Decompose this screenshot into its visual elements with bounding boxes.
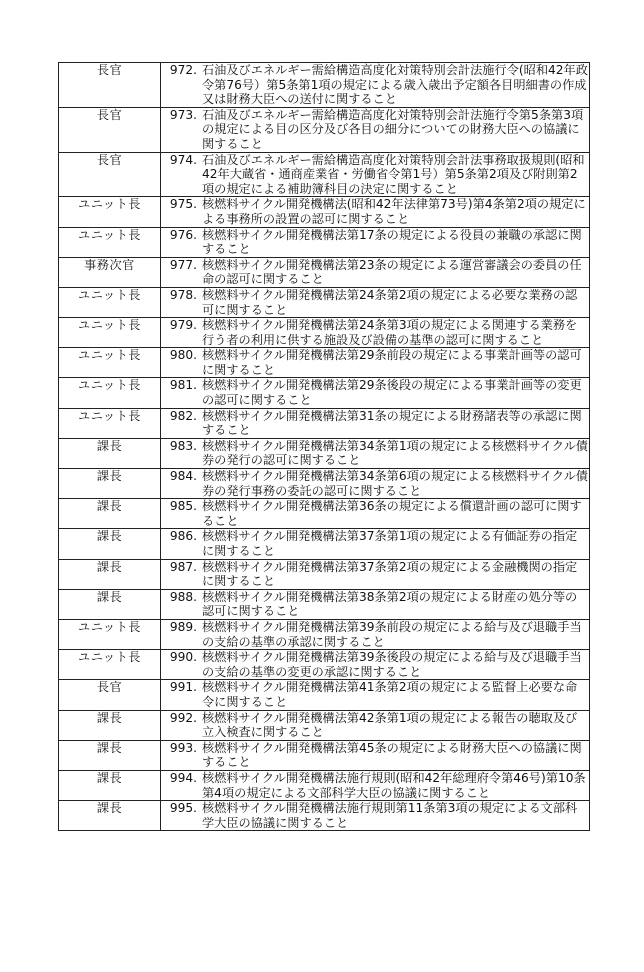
item-content	[161, 348, 589, 377]
item-text: 核燃料サイクル開発機構法施行規則(昭和42年総理府令第46号)第10条第4項の規定による文部科学大臣の協議に関すること	[202, 770, 586, 800]
item-number: 979.	[169, 318, 197, 333]
item-text: 核燃料サイクル開発機構法第31条の規定による財務諸表等の承認に関すること	[202, 408, 582, 438]
item-content	[161, 650, 589, 679]
item-text: 核燃料サイクル開発機構法(昭和42年法律第73号)第4条第2項の規定による事務所の設置の認可に関すること	[202, 197, 586, 226]
item-cell	[161, 197, 590, 227]
table-row	[59, 63, 590, 108]
approver-cell: ユニット長	[59, 378, 161, 408]
item-cell	[161, 438, 590, 468]
table-row	[59, 438, 590, 468]
item-text: 核燃料サイクル開発機構法第34条第1項の規定による核燃料サイクル債券の発行の認可に関すること	[202, 438, 588, 468]
item-number: 977.	[169, 257, 197, 272]
approver-cell: 課長	[59, 589, 161, 619]
item-cell	[161, 499, 590, 529]
table-row	[59, 770, 590, 800]
item-number: 995.	[169, 801, 197, 816]
item-content	[161, 63, 589, 107]
item-number: 981.	[169, 378, 197, 393]
item-text: 核燃料サイクル開発機構法第37条第2項の規定による金融機関の指定に関すること	[202, 559, 578, 589]
approver-cell: 事務次官	[59, 257, 161, 287]
item-cell	[161, 680, 590, 710]
item-text: 核燃料サイクル開発機構法第24条第2項の規定による必要な業務の認可に関すること	[202, 287, 578, 317]
item-number: 976.	[169, 227, 197, 242]
item-cell	[161, 378, 590, 408]
item-cell	[161, 107, 590, 152]
item-text: 核燃料サイクル開発機構法第29条前段の規定による事業計画等の認可に関すること	[202, 348, 582, 377]
approver-cell: 課長	[59, 499, 161, 529]
item-content	[161, 378, 589, 407]
item-cell	[161, 529, 590, 559]
item-cell	[161, 287, 590, 317]
item-content	[161, 228, 589, 257]
table-row	[59, 680, 590, 710]
approver-cell: 課長	[59, 559, 161, 589]
item-content	[161, 529, 589, 558]
item-number: 985.	[169, 499, 197, 514]
table-row	[59, 740, 590, 770]
item-cell	[161, 589, 590, 619]
item-number: 978.	[169, 287, 197, 302]
item-cell	[161, 227, 590, 257]
table-row	[59, 499, 590, 529]
table-row	[59, 152, 590, 197]
item-text: 核燃料サイクル開発機構法第37条第1項の規定による有価証券の指定に関すること	[202, 529, 578, 558]
item-content	[161, 439, 589, 468]
table-row	[59, 589, 590, 619]
item-cell	[161, 318, 590, 348]
table-row	[59, 348, 590, 378]
item-text: 核燃料サイクル開発機構法第42条第1項の規定による報告の聴取及び立入検査に関すること	[202, 710, 578, 740]
item-number: 994.	[169, 770, 197, 785]
table-row	[59, 378, 590, 408]
table-row	[59, 107, 590, 152]
item-number: 993.	[169, 740, 197, 755]
approver-cell: 課長	[59, 710, 161, 740]
approver-cell: ユニット長	[59, 408, 161, 438]
item-number: 991.	[169, 680, 197, 695]
item-content	[161, 590, 589, 619]
approver-cell: 課長	[59, 801, 161, 831]
item-number: 992.	[169, 710, 197, 725]
table-row	[59, 710, 590, 740]
approver-cell: ユニット長	[59, 227, 161, 257]
item-content	[161, 409, 589, 438]
item-text: 核燃料サイクル開発機構法第29条後段の規定による事業計画等の変更の認可に関すること	[202, 378, 582, 408]
table-row	[59, 287, 590, 317]
item-content	[161, 620, 589, 649]
table-row	[59, 619, 590, 649]
item-text: 石油及びエネルギー需給構造高度化対策特別会計法施行令第5条第3項の規定による目の区分及び各目の細分についての財務大臣への協議に関すること	[202, 107, 584, 151]
item-text: 核燃料サイクル開発機構法第24条第3項の規定による関連する業務を行う者の利用に供する施設及び設備の基準の認可に関すること	[202, 318, 578, 347]
item-content	[161, 108, 589, 152]
item-number: 987.	[169, 559, 197, 574]
item-cell	[161, 348, 590, 378]
approver-cell: 長官	[59, 63, 161, 108]
item-cell	[161, 619, 590, 649]
item-text: 核燃料サイクル開発機構法第34条第6項の規定による核燃料サイクル債券の発行事務の委託の認可に関すること	[202, 469, 588, 498]
item-content	[161, 560, 589, 589]
item-cell	[161, 152, 590, 197]
item-content	[161, 499, 589, 528]
table-row	[59, 529, 590, 559]
table-row	[59, 650, 590, 680]
item-number: 990.	[169, 650, 197, 665]
item-number: 989.	[169, 619, 197, 634]
item-content	[161, 318, 589, 347]
approver-cell: 課長	[59, 469, 161, 499]
approver-cell: 長官	[59, 152, 161, 197]
item-content	[161, 741, 589, 770]
approver-cell: ユニット長	[59, 650, 161, 680]
approver-cell: 長官	[59, 107, 161, 152]
item-text: 核燃料サイクル開発機構法第41条第2項の規定による監督上必要な命令に関すること	[202, 680, 578, 709]
item-content	[161, 469, 589, 498]
table-row	[59, 559, 590, 589]
item-cell	[161, 650, 590, 680]
item-content	[161, 771, 589, 800]
item-cell	[161, 770, 590, 800]
item-text: 核燃料サイクル開発機構法第17条の規定による役員の兼職の承認に関すること	[202, 227, 582, 257]
item-content	[161, 680, 589, 709]
table-row	[59, 801, 590, 831]
table-body	[59, 63, 590, 831]
item-content	[161, 153, 589, 197]
item-number: 974.	[169, 152, 197, 167]
approver-cell: ユニット長	[59, 197, 161, 227]
item-content	[161, 801, 589, 830]
approver-cell: ユニット長	[59, 348, 161, 378]
item-number: 988.	[169, 589, 197, 604]
item-cell	[161, 559, 590, 589]
table-row	[59, 227, 590, 257]
item-cell	[161, 801, 590, 831]
item-text: 核燃料サイクル開発機構法第36条の規定による償還計画の認可に関すること	[202, 499, 582, 528]
approver-cell: 課長	[59, 438, 161, 468]
approver-cell: ユニット長	[59, 318, 161, 348]
item-text: 石油及びエネルギー需給構造高度化対策特別会計法施行令(昭和42年政令第76号）第5条第1項の規定による歳入歳出予定額各目明細書の作成又は財務大臣への送付に関すること	[202, 63, 588, 107]
item-text: 石油及びエネルギー需給構造高度化対策特別会計法事務取扱規則(昭和42年大蔵省・通商産業省・労働省令第1号）第5条第2項及び附則第2項の規定による補助簿科目の決定に関すること	[202, 152, 585, 196]
table-row	[59, 469, 590, 499]
item-cell	[161, 710, 590, 740]
item-number: 975.	[169, 197, 197, 212]
approver-cell: ユニット長	[59, 287, 161, 317]
item-text: 核燃料サイクル開発機構法第23条の規定による運営審議会の委員の任命の認可に関すること	[202, 257, 582, 287]
item-cell	[161, 408, 590, 438]
table-row	[59, 318, 590, 348]
item-cell	[161, 740, 590, 770]
item-number: 986.	[169, 529, 197, 544]
approver-cell: 長官	[59, 680, 161, 710]
table-row	[59, 257, 590, 287]
approver-cell: 課長	[59, 740, 161, 770]
table-row	[59, 408, 590, 438]
approver-cell: 課長	[59, 529, 161, 559]
item-cell	[161, 257, 590, 287]
item-content	[161, 288, 589, 317]
item-text: 核燃料サイクル開発機構法第39条前段の規定による給与及び退職手当の支給の基準の承認に関すること	[202, 619, 582, 649]
item-text: 核燃料サイクル開発機構法第39条後段の規定による給与及び退職手当の支給の基準の変更の承認に関すること	[202, 650, 582, 679]
item-number: 973.	[169, 107, 197, 122]
item-content	[161, 258, 589, 287]
item-number: 984.	[169, 469, 197, 484]
approver-cell: ユニット長	[59, 619, 161, 649]
item-content	[161, 197, 589, 226]
table-row	[59, 197, 590, 227]
item-number: 983.	[169, 438, 197, 453]
item-text: 核燃料サイクル開発機構法第45条の規定による財務大臣への協議に関すること	[202, 740, 582, 770]
approver-cell: 課長	[59, 770, 161, 800]
item-text: 核燃料サイクル開発機構法第38条第2項の規定による財産の処分等の認可に関すること	[202, 589, 578, 619]
item-content	[161, 711, 589, 740]
item-number: 980.	[169, 348, 197, 363]
item-number: 972.	[169, 63, 197, 77]
item-cell	[161, 469, 590, 499]
item-cell	[161, 63, 590, 108]
item-text: 核燃料サイクル開発機構法施行規則第11条第3項の規定による文部科学大臣の協議に関すること	[202, 801, 578, 830]
item-number: 982.	[169, 408, 197, 423]
delegation-table	[58, 62, 590, 831]
